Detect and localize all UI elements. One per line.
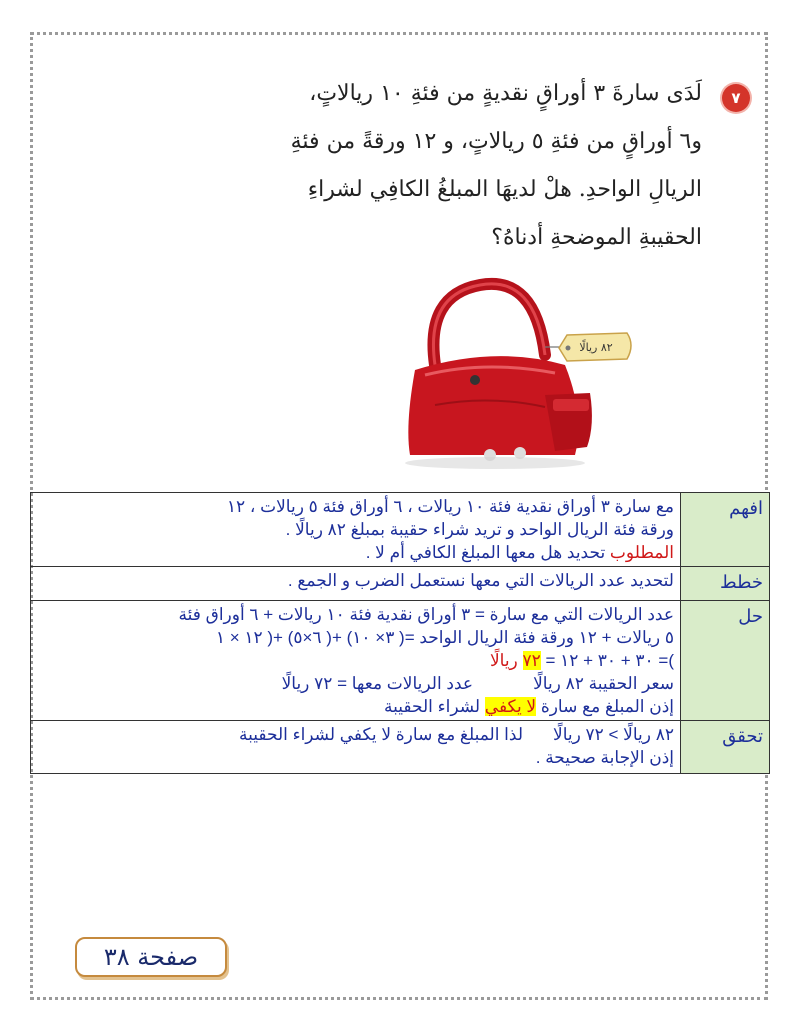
plan-text: لتحديد عدد الريالات التي معها نستعمل الضرب و الجمع . — [287, 571, 674, 590]
page-number-badge: صفحة ٣٨ — [75, 937, 227, 977]
required-text: تحديد هل معها المبلغ الكافي أم لا . — [365, 543, 610, 562]
solve-line-2: ٥ ريالات + ١٢ ورقة فئة الريال الواحد =( ٣× ١٠) +( ٦×٥) +( ١٢ × ١ — [215, 628, 674, 647]
cell-understand — [31, 493, 681, 567]
check-result: لذا المبلغ مع سارة لا يكفي لشراء الحقيبة — [239, 725, 523, 744]
label-solve: حل — [681, 601, 770, 721]
solve-line-5 — [35, 695, 674, 718]
solve-unit: ريالًا — [489, 651, 523, 670]
required-label: المطلوب — [609, 543, 674, 562]
price-tag-label: ٨٢ ريالًا — [579, 341, 613, 354]
understand-line-2: ورقة فئة الريال الواحد و تريد شراء حقيبة بمبلغ ٨٢ ريالًا . — [285, 520, 674, 539]
understand-required — [35, 541, 674, 564]
question-line: الحقيبةِ الموضحةِ أدناهُ؟ — [491, 225, 702, 250]
solve-line-3-text: )= ٣٠ + ٣٠ + ١٢ = — [540, 651, 674, 670]
label-understand: افهم — [681, 493, 770, 567]
solution-table — [30, 492, 770, 774]
question-number-badge: ٧ — [722, 84, 750, 112]
problem-statement — [250, 70, 750, 262]
check-comparison: ٨٢ ريالًا > ٧٢ ريالًا — [553, 725, 674, 744]
understand-line-1: مع سارة ٣ أوراق نقدية فئة ١٠ ريالات ، ٦ أوراق فئة ٥ ريالات ، ١٢ — [226, 497, 674, 516]
cell-check — [31, 721, 681, 774]
check-line-2: إذن الإجابة صحيحة . — [535, 748, 674, 767]
check-line-1 — [35, 723, 674, 746]
label-plan: خطط — [681, 567, 770, 601]
cell-solve — [31, 601, 681, 721]
conclusion-post: لشراء الحقيبة — [384, 697, 485, 716]
solve-line-3 — [35, 649, 674, 672]
cell-plan — [31, 567, 681, 601]
question-text — [250, 70, 702, 262]
solve-result: ٧٢ — [522, 651, 541, 670]
table-row-plan — [31, 567, 770, 601]
handbag-image — [395, 275, 645, 475]
table-row-understand — [31, 493, 770, 567]
solve-line-1: عدد الريالات التي مع سارة = ٣ أوراق نقدية فئة ١٠ ريالات + ٦ أوراق فئة — [178, 605, 674, 624]
question-line: و٦ أوراقٍ من فئةِ ٥ ريالاتٍ، و ١٢ ورقةً من فئةِ — [290, 129, 702, 154]
bag-price-text: سعر الحقيبة ٨٢ ريالًا — [533, 674, 674, 693]
question-line: لَدَى سارةَ ٣ أوراقٍ نقديةٍ من فئةِ ١٠ ريالاتٍ، — [309, 81, 702, 106]
solve-line-4 — [35, 672, 674, 695]
table-row-solve — [31, 601, 770, 721]
conclusion-highlight: لا يكفي — [484, 697, 537, 716]
conclusion-pre: إذن المبلغ مع سارة — [536, 697, 674, 716]
money-count-text: عدد الريالات معها = ٧٢ ريالًا — [281, 674, 474, 693]
question-line: الريالِ الواحدِ. هلْ لديهَا المبلغُ الكافِي لشراءِ — [307, 177, 702, 202]
table-row-check — [31, 721, 770, 774]
label-check: تحقق — [681, 721, 770, 774]
